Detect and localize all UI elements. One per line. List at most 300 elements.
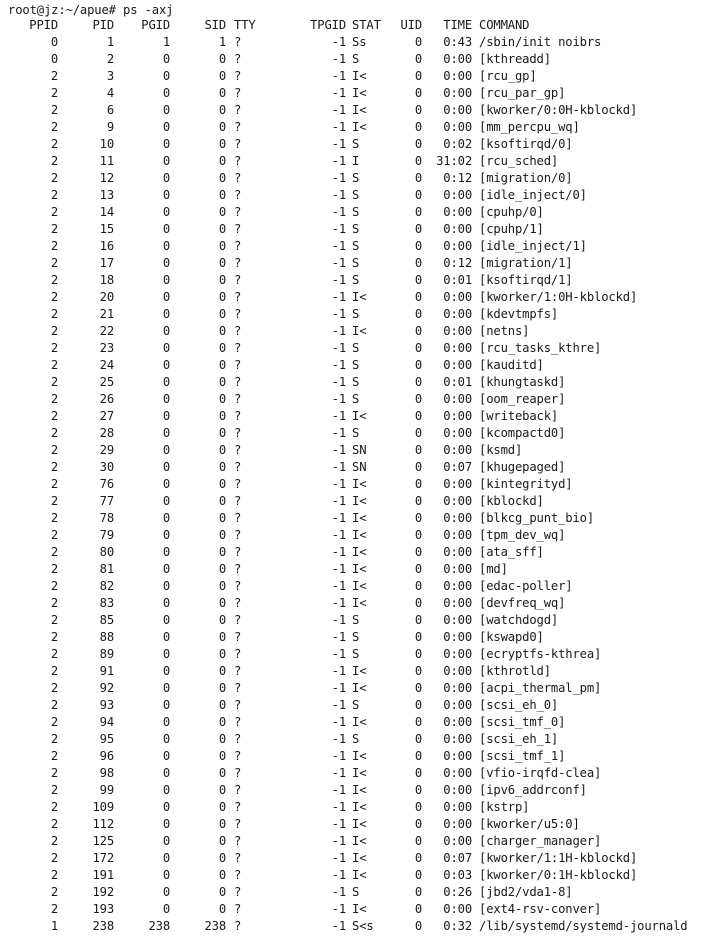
cell-command: [scsi_eh_0] — [479, 698, 559, 712]
cell-command: [rcu_par_gp] — [479, 86, 566, 100]
cell-command: [idle_inject/0] — [479, 188, 587, 202]
cell-tty: ? — [234, 188, 242, 202]
cell-time: 0:01 — [443, 375, 472, 389]
cell-time: 0:00 — [443, 579, 472, 593]
table-row — [0, 357, 710, 374]
cell-ppid: 2 — [50, 273, 58, 287]
cell-sid: 0 — [218, 800, 226, 814]
cell-pid: 91 — [99, 664, 114, 678]
cell-ppid: 2 — [50, 460, 58, 474]
cell-tty: ? — [234, 69, 242, 83]
cell-uid: 0 — [414, 324, 422, 338]
cell-stat: I< — [352, 290, 367, 304]
cell-pid: 23 — [99, 341, 114, 355]
cell-sid: 0 — [218, 460, 226, 474]
cell-stat: I< — [352, 664, 367, 678]
cell-time: 0:00 — [443, 86, 472, 100]
cell-uid: 0 — [414, 800, 422, 814]
cell-tpgid: -1 — [331, 868, 346, 882]
table-row — [0, 901, 710, 918]
cell-pgid: 0 — [162, 715, 170, 729]
cell-uid: 0 — [414, 358, 422, 372]
cell-ppid: 2 — [50, 715, 58, 729]
cell-pgid: 0 — [162, 647, 170, 661]
table-row — [0, 663, 710, 680]
cell-tpgid: -1 — [331, 409, 346, 423]
cell-uid: 0 — [414, 885, 422, 899]
cell-tty: ? — [234, 307, 242, 321]
cell-uid: 0 — [414, 273, 422, 287]
cell-tpgid: -1 — [331, 188, 346, 202]
cell-uid: 0 — [414, 834, 422, 848]
cell-command: [scsi_tmf_0] — [479, 715, 566, 729]
cell-tpgid: -1 — [331, 324, 346, 338]
cell-time: 0:00 — [443, 681, 472, 695]
cell-pid: 14 — [99, 205, 114, 219]
cell-tty: ? — [234, 426, 242, 440]
cell-tpgid: -1 — [331, 885, 346, 899]
cell-ppid: 2 — [50, 596, 58, 610]
cell-pgid: 0 — [162, 681, 170, 695]
cell-stat: Ss — [352, 35, 367, 49]
cell-tpgid: -1 — [331, 800, 346, 814]
cell-sid: 0 — [218, 494, 226, 508]
cell-uid: 0 — [414, 256, 422, 270]
cell-pgid: 0 — [162, 290, 170, 304]
table-row — [0, 697, 710, 714]
table-row — [0, 731, 710, 748]
cell-uid: 0 — [414, 426, 422, 440]
cell-tpgid: -1 — [331, 103, 346, 117]
table-row — [0, 612, 710, 629]
cell-tpgid: -1 — [331, 341, 346, 355]
cell-tty: ? — [234, 749, 242, 763]
cell-sid: 0 — [218, 222, 226, 236]
cell-tty: ? — [234, 885, 242, 899]
cell-ppid: 2 — [50, 443, 58, 457]
cell-ppid: 2 — [50, 664, 58, 678]
cell-time: 0:00 — [443, 341, 472, 355]
cell-tty: ? — [234, 732, 242, 746]
cell-uid: 0 — [414, 171, 422, 185]
table-row — [0, 204, 710, 221]
cell-ppid: 2 — [50, 698, 58, 712]
cell-tty: ? — [234, 630, 242, 644]
cell-tty: ? — [234, 477, 242, 491]
cell-command: [tpm_dev_wq] — [479, 528, 566, 542]
cell-command: /lib/systemd/systemd-journald — [479, 919, 688, 933]
cell-time: 0:00 — [443, 562, 472, 576]
cell-pgid: 0 — [162, 817, 170, 831]
table-row — [0, 391, 710, 408]
table-row — [0, 799, 710, 816]
cell-stat: I< — [352, 749, 367, 763]
cell-ppid: 2 — [50, 256, 58, 270]
cell-tty: ? — [234, 851, 242, 865]
table-row — [0, 170, 710, 187]
table-row — [0, 493, 710, 510]
cell-pid: 172 — [92, 851, 114, 865]
cell-uid: 0 — [414, 494, 422, 508]
cell-command: [kauditd] — [479, 358, 544, 372]
cell-tty: ? — [234, 800, 242, 814]
cell-pid: 92 — [99, 681, 114, 695]
cell-tpgid: -1 — [331, 290, 346, 304]
cell-time: 0:00 — [443, 732, 472, 746]
cell-command: [blkcg_punt_bio] — [479, 511, 594, 525]
cell-pid: 27 — [99, 409, 114, 423]
cell-stat: S — [352, 222, 360, 236]
cell-pid: 82 — [99, 579, 114, 593]
cell-ppid: 2 — [50, 375, 58, 389]
table-row — [0, 136, 710, 153]
cell-ppid: 2 — [50, 86, 58, 100]
cell-uid: 0 — [414, 392, 422, 406]
header-command: COMMAND — [479, 18, 530, 32]
table-row — [0, 408, 710, 425]
table-row — [0, 68, 710, 85]
cell-pid: 99 — [99, 783, 114, 797]
cell-pgid: 0 — [162, 511, 170, 525]
cell-sid: 0 — [218, 528, 226, 542]
cell-uid: 0 — [414, 307, 422, 321]
cell-command: [kworker/0:0H-kblockd] — [479, 103, 638, 117]
cell-time: 0:00 — [443, 783, 472, 797]
table-row — [0, 51, 710, 68]
cell-pgid: 0 — [162, 443, 170, 457]
cell-stat: S — [352, 256, 360, 270]
cell-sid: 0 — [218, 154, 226, 168]
cell-tpgid: -1 — [331, 443, 346, 457]
cell-ppid: 2 — [50, 868, 58, 882]
cell-stat: I< — [352, 868, 367, 882]
cell-time: 0:00 — [443, 307, 472, 321]
cell-ppid: 2 — [50, 69, 58, 83]
cell-command: [watchdogd] — [479, 613, 559, 627]
cell-command: [kstrp] — [479, 800, 530, 814]
cell-tpgid: -1 — [331, 86, 346, 100]
table-row — [0, 119, 710, 136]
cell-command: [md] — [479, 562, 508, 576]
cell-sid: 0 — [218, 766, 226, 780]
cell-stat: I< — [352, 817, 367, 831]
cell-sid: 0 — [218, 647, 226, 661]
header-tty: TTY — [234, 18, 256, 32]
cell-uid: 0 — [414, 341, 422, 355]
cell-ppid: 2 — [50, 800, 58, 814]
cell-time: 0:02 — [443, 137, 472, 151]
cell-pgid: 0 — [162, 222, 170, 236]
cell-tty: ? — [234, 324, 242, 338]
cell-pgid: 0 — [162, 273, 170, 287]
cell-time: 0:00 — [443, 766, 472, 780]
cell-pid: 77 — [99, 494, 114, 508]
cell-ppid: 2 — [50, 137, 58, 151]
cell-tty: ? — [234, 35, 242, 49]
cell-tpgid: -1 — [331, 171, 346, 185]
cell-pid: 79 — [99, 528, 114, 542]
cell-tty: ? — [234, 868, 242, 882]
cell-ppid: 0 — [50, 52, 58, 66]
cell-pid: 96 — [99, 749, 114, 763]
cell-uid: 0 — [414, 596, 422, 610]
cell-sid: 0 — [218, 188, 226, 202]
cell-uid: 0 — [414, 443, 422, 457]
cell-pid: 18 — [99, 273, 114, 287]
cell-tty: ? — [234, 239, 242, 253]
cell-pid: 89 — [99, 647, 114, 661]
cell-sid: 0 — [218, 783, 226, 797]
cell-time: 0:00 — [443, 613, 472, 627]
header-time: TIME — [443, 18, 472, 32]
cell-stat: SN — [352, 443, 367, 457]
cell-time: 0:00 — [443, 120, 472, 134]
cell-stat: I< — [352, 528, 367, 542]
cell-tty: ? — [234, 902, 242, 916]
cell-stat: S — [352, 188, 360, 202]
cell-uid: 0 — [414, 902, 422, 916]
table-row — [0, 765, 710, 782]
cell-pgid: 0 — [162, 239, 170, 253]
cell-tpgid: -1 — [331, 273, 346, 287]
cell-pid: 1 — [106, 35, 114, 49]
cell-command: [kswapd0] — [479, 630, 544, 644]
cell-sid: 0 — [218, 885, 226, 899]
cell-tpgid: -1 — [331, 375, 346, 389]
cell-pgid: 0 — [162, 86, 170, 100]
cell-pid: 4 — [106, 86, 114, 100]
cell-tpgid: -1 — [331, 460, 346, 474]
cell-time: 0:07 — [443, 460, 472, 474]
cell-command: [kworker/1:1H-kblockd] — [479, 851, 638, 865]
cell-stat: S — [352, 341, 360, 355]
table-row — [0, 850, 710, 867]
cell-time: 0:00 — [443, 324, 472, 338]
cell-uid: 0 — [414, 205, 422, 219]
cell-tpgid: -1 — [331, 154, 346, 168]
cell-time: 0:00 — [443, 188, 472, 202]
cell-sid: 0 — [218, 307, 226, 321]
cell-pid: 25 — [99, 375, 114, 389]
cell-sid: 1 — [218, 35, 226, 49]
table-row — [0, 289, 710, 306]
cell-stat: S — [352, 307, 360, 321]
cell-tpgid: -1 — [331, 766, 346, 780]
cell-stat: I< — [352, 800, 367, 814]
cell-ppid: 2 — [50, 307, 58, 321]
cell-tpgid: -1 — [331, 698, 346, 712]
cell-command: [kdevtmpfs] — [479, 307, 559, 321]
cell-time: 0:03 — [443, 868, 472, 882]
cell-time: 0:00 — [443, 222, 472, 236]
cell-command: [ecryptfs-kthrea] — [479, 647, 602, 661]
cell-command: [ksmd] — [479, 443, 523, 457]
cell-sid: 0 — [218, 596, 226, 610]
cell-pid: 29 — [99, 443, 114, 457]
cell-tty: ? — [234, 698, 242, 712]
cell-time: 0:01 — [443, 273, 472, 287]
cell-time: 0:12 — [443, 256, 472, 270]
cell-sid: 0 — [218, 562, 226, 576]
cell-tpgid: -1 — [331, 851, 346, 865]
cell-sid: 0 — [218, 664, 226, 678]
cell-tpgid: -1 — [331, 630, 346, 644]
cell-uid: 0 — [414, 732, 422, 746]
cell-sid: 0 — [218, 375, 226, 389]
cell-uid: 0 — [414, 375, 422, 389]
cell-sid: 0 — [218, 579, 226, 593]
table-row — [0, 102, 710, 119]
cell-stat: S — [352, 426, 360, 440]
header-pid: PID — [92, 18, 114, 32]
table-row — [0, 459, 710, 476]
cell-tpgid: -1 — [331, 477, 346, 491]
cell-pgid: 0 — [162, 477, 170, 491]
cell-tpgid: -1 — [331, 137, 346, 151]
cell-ppid: 2 — [50, 732, 58, 746]
cell-tty: ? — [234, 783, 242, 797]
cell-pid: 78 — [99, 511, 114, 525]
table-row — [0, 187, 710, 204]
cell-pgid: 0 — [162, 154, 170, 168]
cell-sid: 0 — [218, 477, 226, 491]
cell-time: 0:00 — [443, 902, 472, 916]
cell-ppid: 2 — [50, 205, 58, 219]
cell-pgid: 0 — [162, 868, 170, 882]
cell-time: 0:00 — [443, 800, 472, 814]
cell-stat: S — [352, 613, 360, 627]
cell-ppid: 2 — [50, 749, 58, 763]
header-sid: SID — [204, 18, 226, 32]
cell-stat: I< — [352, 103, 367, 117]
cell-ppid: 2 — [50, 188, 58, 202]
table-row — [0, 544, 710, 561]
cell-pgid: 0 — [162, 426, 170, 440]
cell-time: 0:00 — [443, 239, 472, 253]
cell-pgid: 0 — [162, 307, 170, 321]
cell-tpgid: -1 — [331, 358, 346, 372]
table-row — [0, 595, 710, 612]
cell-sid: 0 — [218, 545, 226, 559]
cell-stat: I< — [352, 783, 367, 797]
cell-stat: I< — [352, 120, 367, 134]
cell-ppid: 2 — [50, 103, 58, 117]
cell-tpgid: -1 — [331, 239, 346, 253]
cell-stat: I< — [352, 562, 367, 576]
cell-time: 0:12 — [443, 171, 472, 185]
cell-stat: I< — [352, 545, 367, 559]
cell-time: 0:43 — [443, 35, 472, 49]
cell-ppid: 2 — [50, 885, 58, 899]
cell-tpgid: -1 — [331, 205, 346, 219]
cell-command: [kworker/u5:0] — [479, 817, 580, 831]
cell-tty: ? — [234, 171, 242, 185]
cell-ppid: 2 — [50, 562, 58, 576]
cell-stat: I< — [352, 324, 367, 338]
cell-command: [ext4-rsv-conver] — [479, 902, 602, 916]
cell-tpgid: -1 — [331, 545, 346, 559]
cell-pid: 21 — [99, 307, 114, 321]
cell-sid: 0 — [218, 715, 226, 729]
cell-sid: 0 — [218, 171, 226, 185]
cell-stat: S — [352, 137, 360, 151]
table-row — [0, 323, 710, 340]
cell-pid: 93 — [99, 698, 114, 712]
cell-stat: I< — [352, 494, 367, 508]
cell-time: 0:00 — [443, 630, 472, 644]
cell-ppid: 2 — [50, 613, 58, 627]
cell-pgid: 0 — [162, 171, 170, 185]
cell-pgid: 0 — [162, 834, 170, 848]
table-row — [0, 748, 710, 765]
cell-pgid: 0 — [162, 902, 170, 916]
cell-command: [oom_reaper] — [479, 392, 566, 406]
cell-pid: 98 — [99, 766, 114, 780]
cell-command: [netns] — [479, 324, 530, 338]
table-row — [0, 272, 710, 289]
table-row — [0, 680, 710, 697]
cell-sid: 0 — [218, 630, 226, 644]
cell-command: [writeback] — [479, 409, 559, 423]
cell-uid: 0 — [414, 919, 422, 933]
cell-tpgid: -1 — [331, 596, 346, 610]
cell-pgid: 0 — [162, 851, 170, 865]
cell-pgid: 0 — [162, 137, 170, 151]
cell-ppid: 2 — [50, 834, 58, 848]
cell-sid: 238 — [204, 919, 226, 933]
cell-pid: 10 — [99, 137, 114, 151]
cell-tty: ? — [234, 579, 242, 593]
cell-uid: 0 — [414, 120, 422, 134]
table-row — [0, 442, 710, 459]
header-stat: STAT — [352, 18, 381, 32]
cell-command: [rcu_gp] — [479, 69, 537, 83]
cell-time: 0:00 — [443, 698, 472, 712]
cell-pid: 191 — [92, 868, 114, 882]
table-row — [0, 561, 710, 578]
cell-stat: I< — [352, 69, 367, 83]
cell-pgid: 0 — [162, 460, 170, 474]
cell-tty: ? — [234, 392, 242, 406]
cell-time: 0:00 — [443, 69, 472, 83]
cell-sid: 0 — [218, 341, 226, 355]
cell-sid: 0 — [218, 86, 226, 100]
cell-ppid: 2 — [50, 579, 58, 593]
cell-command: [kblockd] — [479, 494, 544, 508]
cell-time: 0:00 — [443, 749, 472, 763]
table-row — [0, 833, 710, 850]
cell-tty: ? — [234, 409, 242, 423]
cell-sid: 0 — [218, 443, 226, 457]
cell-tty: ? — [234, 681, 242, 695]
cell-pgid: 0 — [162, 545, 170, 559]
cell-pgid: 0 — [162, 596, 170, 610]
cell-pid: 11 — [99, 154, 114, 168]
cell-pgid: 0 — [162, 766, 170, 780]
cell-uid: 0 — [414, 460, 422, 474]
cell-tty: ? — [234, 120, 242, 134]
cell-stat: I< — [352, 681, 367, 695]
cell-ppid: 2 — [50, 341, 58, 355]
cell-sid: 0 — [218, 137, 226, 151]
cell-uid: 0 — [414, 137, 422, 151]
cell-sid: 0 — [218, 868, 226, 882]
table-row — [0, 714, 710, 731]
cell-tty: ? — [234, 358, 242, 372]
cell-pgid: 0 — [162, 494, 170, 508]
cell-uid: 0 — [414, 86, 422, 100]
cell-tpgid: -1 — [331, 120, 346, 134]
